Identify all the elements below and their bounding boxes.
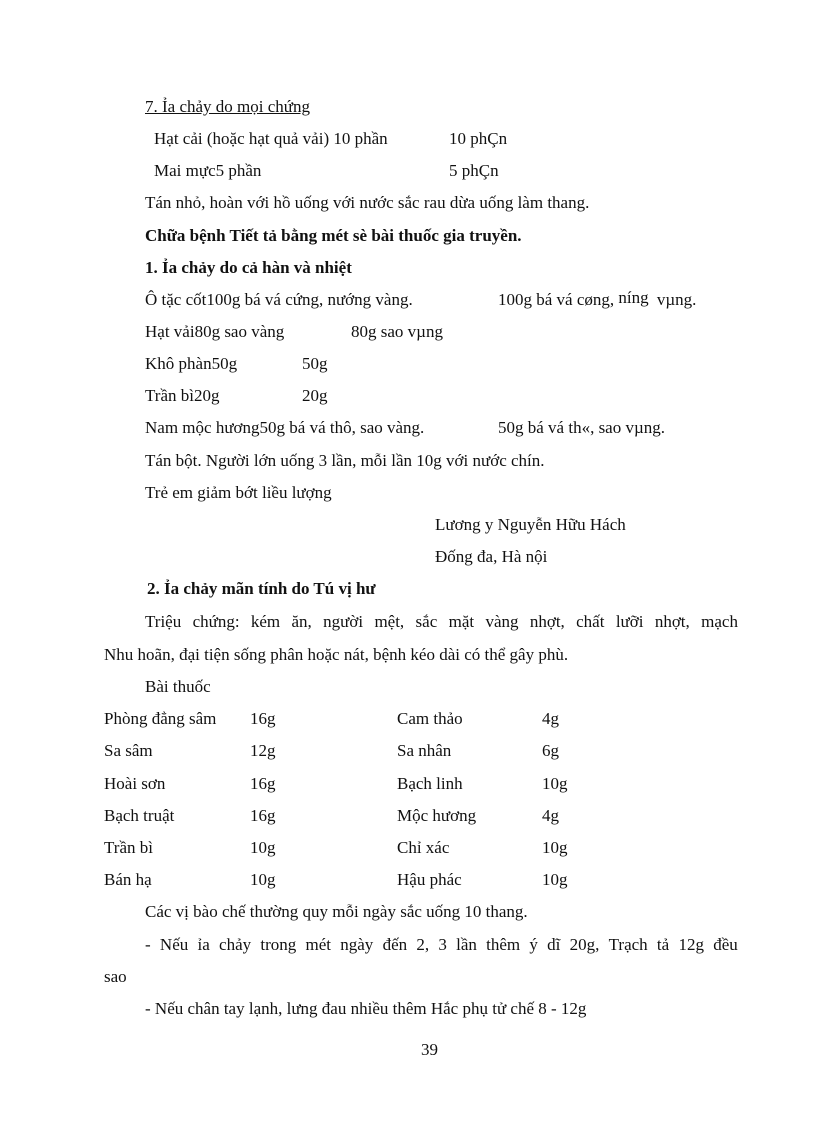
table-cell: Mộc hương (397, 806, 477, 825)
s2-note1: Các vị bào chế thường quy mỗi ngày sắc uống 10 thang. (145, 902, 528, 921)
s7-row2-left: Mai mực5 phần (154, 161, 262, 180)
word: ngày (340, 935, 374, 954)
s2-symptom-line1 (145, 612, 738, 632)
word: người (323, 612, 364, 631)
word: dĩ (547, 935, 561, 954)
table-cell: Hoài sơn (104, 774, 166, 793)
word: nhợt, (654, 612, 690, 631)
word: mệt, (374, 612, 405, 631)
word: kém (250, 612, 281, 631)
table-cell: Chỉ xác (397, 838, 450, 857)
word: ý (529, 935, 538, 954)
main-heading: Chữa bệnh Tiết tả bằng mét sè bài thuốc gia truyền. (145, 226, 522, 245)
s1-row3-right: 50g (302, 354, 328, 373)
table-cell: Sa sâm (104, 741, 153, 760)
table-cell: Bạch linh (397, 774, 463, 793)
s1-row1-left: Ô tặc cốt100g bá vá cứng, nướng vàng. (145, 290, 413, 309)
table-cell: Bạch truật (104, 806, 175, 825)
s1-row1-right (498, 290, 696, 310)
word: tả (656, 935, 670, 954)
word: ăn, (291, 612, 312, 631)
word: mét (305, 935, 332, 954)
table-cell: 16g (250, 709, 276, 728)
s7-row2-right: 5 phÇn (449, 161, 499, 180)
s1-row1-right-c: vµng. (656, 290, 697, 309)
word: 2, (416, 935, 430, 954)
word: 12g (678, 935, 704, 954)
table-cell: Bán hạ (104, 870, 152, 889)
word: Trạch (608, 935, 648, 954)
word: chứng: (192, 612, 240, 631)
table-cell: 10g (542, 774, 568, 793)
s7-note: Tán nhỏ, hoàn với hồ uống với nước sắc rau dừa uống làm thang. (145, 193, 590, 212)
s1-note1: Tán bột. Người lớn uống 3 lần, mỗi lần 10g với nước chín. (145, 451, 545, 470)
table-cell: Cam thảo (397, 709, 463, 728)
word: mạch (701, 612, 738, 631)
section-1-heading: 1. Ỉa chảy do cả hàn và nhiệt (145, 258, 352, 277)
word: chảy (219, 935, 252, 954)
word: lần (456, 935, 477, 954)
table-cell: 10g (250, 838, 276, 857)
table-cell: 10g (542, 838, 568, 857)
s2-note2-line1 (145, 935, 738, 955)
word: 20g, (569, 935, 600, 954)
s2-note2-line2: sao (104, 967, 127, 986)
table-cell: 6g (542, 741, 559, 760)
s1-row5-left: Nam mộc hương50g bá vá thô, sao vàng. (145, 418, 425, 437)
word: 3 (438, 935, 447, 954)
table-cell: Hậu phác (397, 870, 462, 889)
table-cell: Phòng đẳng sâm (104, 709, 217, 728)
signature-name: Lương y Nguyễn Hữu Hách (435, 515, 626, 534)
table-cell: Trần bì (104, 838, 153, 857)
s1-row4-right: 20g (302, 386, 328, 405)
remedy-label: Bài thuốc (145, 677, 211, 696)
s1-row4-left: Trần bì20g (145, 386, 220, 405)
word: Nếu (159, 935, 189, 954)
s7-row1-left: Hạt cải (hoặc hạt quả vải) 10 phần (154, 129, 388, 148)
s2-note3: - Nếu chân tay lạnh, lưng đau nhiều thêm Hắc phụ tử chế 8 - 12g (145, 999, 587, 1018)
s1-row2-left: Hạt vải80g sao vàng (145, 322, 285, 341)
s1-note2: Trẻ em giảm bớt liều lượng (145, 483, 332, 502)
table-cell: 4g (542, 806, 559, 825)
word: thêm (486, 935, 521, 954)
word: mặt (448, 612, 475, 631)
table-cell: 16g (250, 774, 276, 793)
word: trong (260, 935, 297, 954)
s1-row2-right: 80g sao vµng (351, 322, 443, 341)
s1-row1-right-a: 100g bá vá cøng, (498, 290, 615, 309)
table-cell: 10g (542, 870, 568, 889)
section-7-heading: 7. Ỉa chảy do mọi chứng (145, 97, 311, 116)
s1-row5-right: 50g bá vá th«, sao vµng. (498, 418, 666, 437)
word: nhợt, (529, 612, 565, 631)
word: ỉa (197, 935, 210, 954)
s2-symptom-line2: Nhu hoãn, đại tiện sống phân hoặc nát, bệnh kéo dài có thể gây phù. (104, 645, 569, 664)
word: - (145, 935, 151, 954)
word: chất (576, 612, 605, 631)
word: đều (713, 935, 738, 954)
word: Triệu (145, 612, 182, 631)
table-cell: Sa nhân (397, 741, 452, 760)
table-cell: 16g (250, 806, 276, 825)
signature-place: Đống đa, Hà nội (435, 547, 548, 566)
table-cell: 10g (250, 870, 276, 889)
s1-row3-left: Khô phàn50g (145, 354, 238, 373)
table-cell: 12g (250, 741, 276, 760)
section-2-heading: 2. Ỉa chảy mãn tính do Tú vị hư (147, 579, 376, 598)
table-cell: 4g (542, 709, 559, 728)
word: vàng (485, 612, 519, 631)
page-number: 39 (421, 1040, 438, 1059)
s7-row1-right: 10 phÇn (449, 129, 508, 148)
word: sắc (415, 612, 438, 631)
word: đến (382, 935, 408, 954)
word: lưỡi (615, 612, 644, 631)
s1-row1-right-b: níng (618, 288, 649, 307)
